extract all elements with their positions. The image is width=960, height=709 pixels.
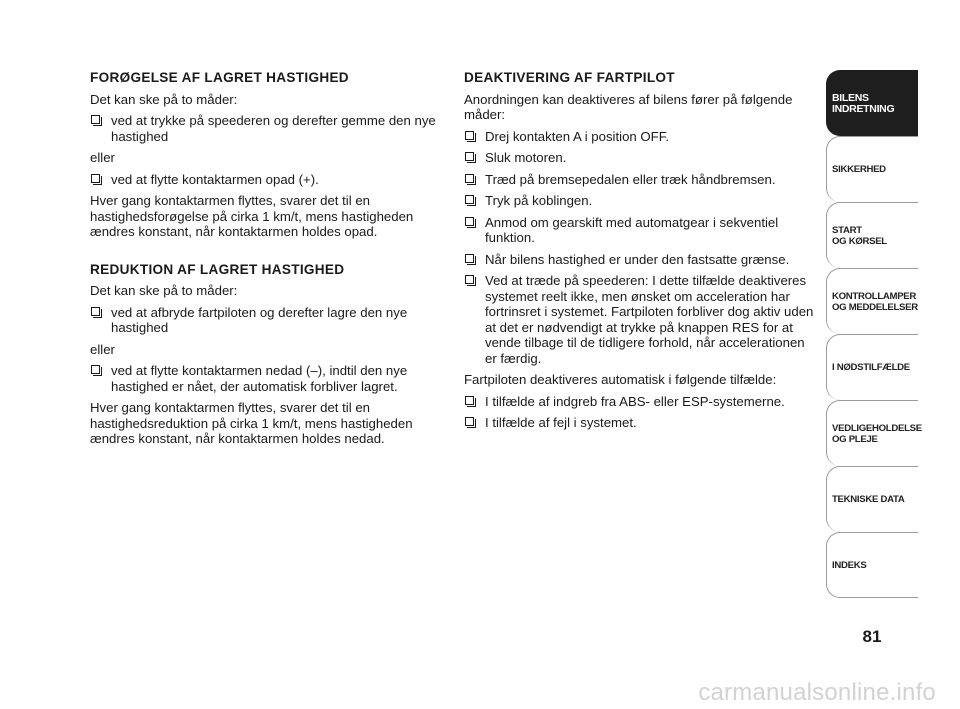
section-intro: Det kan ske på to måder: [90,91,238,107]
bullet-item: ved at flytte kontaktarmen nedad (–), indtil den nye hastighed er nået, der automatisk forbliver lagret. [90,363,440,394]
checkbox-bullet-icon [465,254,474,263]
bullet-item: Anmod om gearskift med automatgear i sekventiel funktion. [464,215,814,246]
tab-indeks[interactable]: INDEKS [826,532,918,598]
checkbox-bullet-icon [465,417,474,426]
bullet-item: Ved at træde på speederen: I dette tilfælde deaktiveres systemet reelt ikke, men ønsket om acceleration har fortrinsret i systemet. Fartpiloten forbliver dog aktiv uden at det er nødvendigt at trykke på knappen RES for at vende tilbage til de tidligere forhold, når accelerationen er færdig. [464,273,814,366]
bullet-item: I tilfælde af fejl i systemet. [464,415,814,431]
tab-vedligeholdelse[interactable]: VEDLIGEHOLDELSE OG PLEJE [826,400,918,466]
checkbox-bullet-icon [465,195,474,204]
checkbox-bullet-icon [465,131,474,140]
bullet-item: Når bilens hastighed er under den fastsatte grænse. [464,252,814,268]
bullet-item: ved at trykke på speederen og derefter gemme den nye hastighed [90,113,440,144]
tab-kontrollamper[interactable]: KONTROLLAMPER OG MEDDELELSER [826,268,918,334]
section-intro: Anordningen kan deaktiveres af bilens fører på følgende måder: [464,91,793,122]
bullet-item: ved at flytte kontaktarmen opad (+). [90,172,440,188]
checkbox-bullet-icon [465,217,474,226]
bullet-item: I tilfælde af indgreb fra ABS- eller ESP-systemerne. [464,394,814,410]
checkbox-bullet-icon [91,115,100,124]
bullet-item: Sluk motoren. [464,150,814,166]
bullet-item: Træd på bremsepedalen eller træk håndbremsen. [464,172,814,188]
or-text: eller [90,150,115,165]
tab-bilens-indretning[interactable]: BILENS INDRETNING [826,70,918,136]
watermark: carmanualsonline.info [698,679,936,706]
tab-sikkerhed[interactable]: SIKKERHED [826,136,918,202]
bullet-item: Tryk på koblingen. [464,193,814,209]
checkbox-bullet-icon [465,152,474,161]
checkbox-bullet-icon [465,174,474,183]
section-heading-increase: FORØGELSE AF LAGRET HASTIGHED [90,70,349,85]
checkbox-bullet-icon [465,275,474,284]
auto-deactivation-intro: Fartpiloten deaktiveres automatisk i følgende tilfælde: [464,372,777,387]
chapter-tabs [826,70,922,598]
section-outro: Hver gang kontaktarmen flyttes, svarer det til en hastighedsforøgelse på cirka 1 km/t, mens hastigheden ændres konstant, når kontaktarmen holdes opad. [90,193,414,239]
tab-nodstilfaelde[interactable]: I NØDSTILFÆLDE [826,334,918,400]
checkbox-bullet-icon [91,174,100,183]
checkbox-bullet-icon [465,396,474,405]
page-number: 81 [862,627,882,646]
bullet-item: ved at afbryde fartpiloten og derefter lagre den nye hastighed [90,305,440,336]
or-text: eller [90,341,115,357]
bullet-item: Drej kontakten A i position OFF. [464,129,814,145]
checkbox-bullet-icon [91,365,100,374]
left-column [90,70,440,453]
section-heading-deactivation: DEAKTIVERING AF FARTPILOT [464,70,675,85]
section-intro: Det kan ske på to måder: [90,283,238,298]
checkbox-bullet-icon [91,307,100,316]
tab-tekniske-data[interactable]: TEKNISKE DATA [826,466,918,532]
section-outro: Hver gang kontaktarmen flyttes, svarer det til en hastighedsreduktion på cirka 1 km/t, mens hastigheden ændres konstant, når kontaktarmen holdes nedad. [90,400,413,446]
tab-start-og-korsel[interactable]: START OG KØRSEL [826,202,918,268]
section-heading-reduction: REDUKTION AF LAGRET HASTIGHED [90,261,345,277]
right-column [464,70,814,437]
